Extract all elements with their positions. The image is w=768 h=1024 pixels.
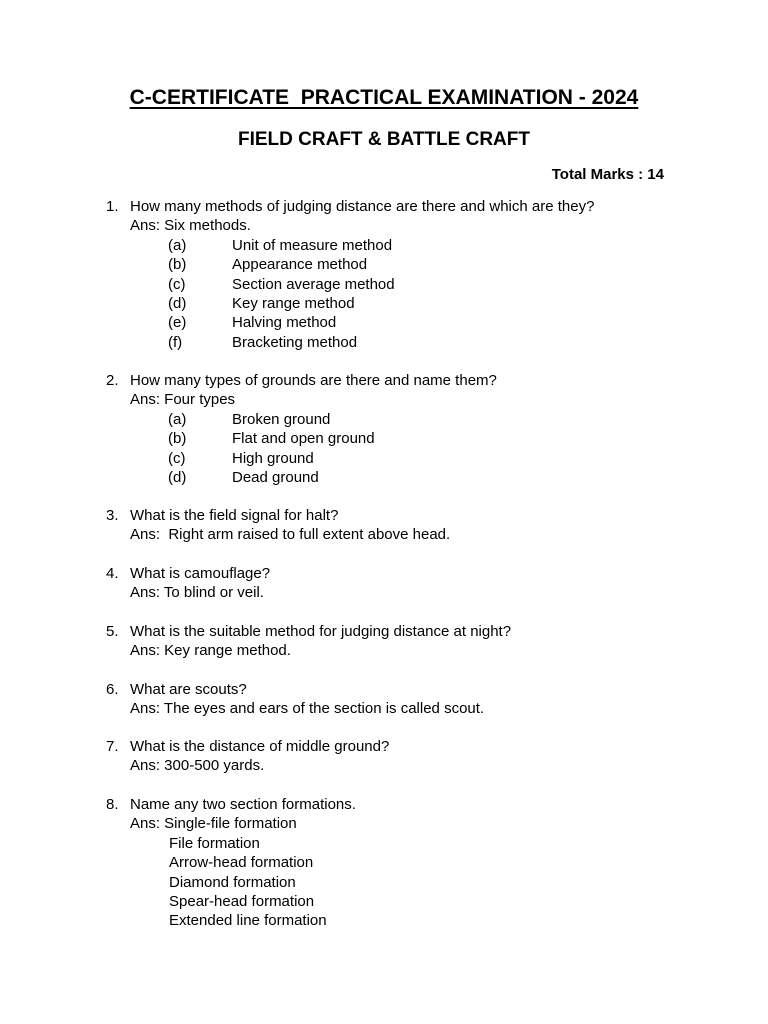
question-text: What is the field signal for halt?	[130, 507, 339, 524]
question-number: 8.	[106, 796, 119, 813]
question-number: 6.	[106, 681, 119, 698]
formation-item: Spear-head formation	[169, 893, 315, 911]
question-text: What are scouts?	[130, 681, 247, 698]
question-number: 4.	[106, 565, 119, 582]
question-number: 5.	[106, 623, 119, 640]
formation-item: File formation	[169, 834, 260, 852]
answer-text: Ans: Right arm raised to full extent above head.	[130, 526, 451, 544]
question-5	[106, 622, 511, 661]
answer-text: Ans: Single-file formation	[130, 815, 297, 833]
question-text: Name any two section formations.	[130, 796, 356, 813]
question-text: How many methods of judging distance are there and which are they?	[130, 198, 595, 215]
question-4	[106, 564, 270, 603]
answer-option: (c) Section average method	[168, 275, 395, 293]
answer-option: (d) Key range method	[168, 295, 355, 313]
answer-option: (b) Flat and open ground	[168, 430, 375, 448]
question-8	[106, 795, 356, 931]
question-text: How many types of grounds are there and name them?	[130, 372, 497, 389]
question-7	[106, 737, 389, 776]
exam-title: C-CERTIFICATE PRACTICAL EXAMINATION - 2024	[129, 86, 639, 109]
question-number: 3.	[106, 507, 119, 524]
answer-option: (a) Unit of measure method	[168, 236, 393, 254]
exam-subtitle: FIELD CRAFT & BATTLE CRAFT	[238, 129, 530, 150]
formation-item: Diamond formation	[169, 873, 296, 891]
question-3	[106, 506, 450, 545]
answer-text: Ans: The eyes and ears of the section is called scout.	[130, 700, 485, 718]
answer-option: (c) High ground	[168, 449, 314, 467]
answer-option: (d) Dead ground	[168, 469, 319, 487]
answer-text: Ans: 300-500 yards.	[130, 757, 265, 775]
question-text: What is camouflage?	[130, 565, 271, 582]
question-2	[106, 371, 497, 487]
question-number: 2.	[106, 372, 119, 389]
formation-item: Extended line formation	[169, 912, 327, 930]
total-marks: Total Marks : 14	[551, 166, 664, 183]
answer-option: (b) Appearance method	[168, 256, 368, 274]
question-number: 7.	[106, 738, 119, 755]
answer-text: Ans: To blind or veil.	[130, 584, 264, 602]
question-text: What is the distance of middle ground?	[130, 738, 390, 755]
formation-item: Arrow-head formation	[169, 854, 314, 872]
answer-option: (f) Bracketing method	[168, 333, 358, 351]
answer-text: Ans: Key range method.	[130, 642, 291, 660]
question-number: 1.	[106, 198, 119, 215]
question-1	[106, 197, 594, 352]
question-text: What is the suitable method for judging distance at night?	[130, 623, 512, 640]
answer-text: Ans: Six methods.	[130, 217, 251, 235]
answer-option: (a) Broken ground	[168, 410, 331, 428]
question-6	[106, 680, 484, 719]
answer-text: Ans: Four types	[130, 391, 236, 409]
answer-option: (e) Halving method	[168, 314, 337, 332]
